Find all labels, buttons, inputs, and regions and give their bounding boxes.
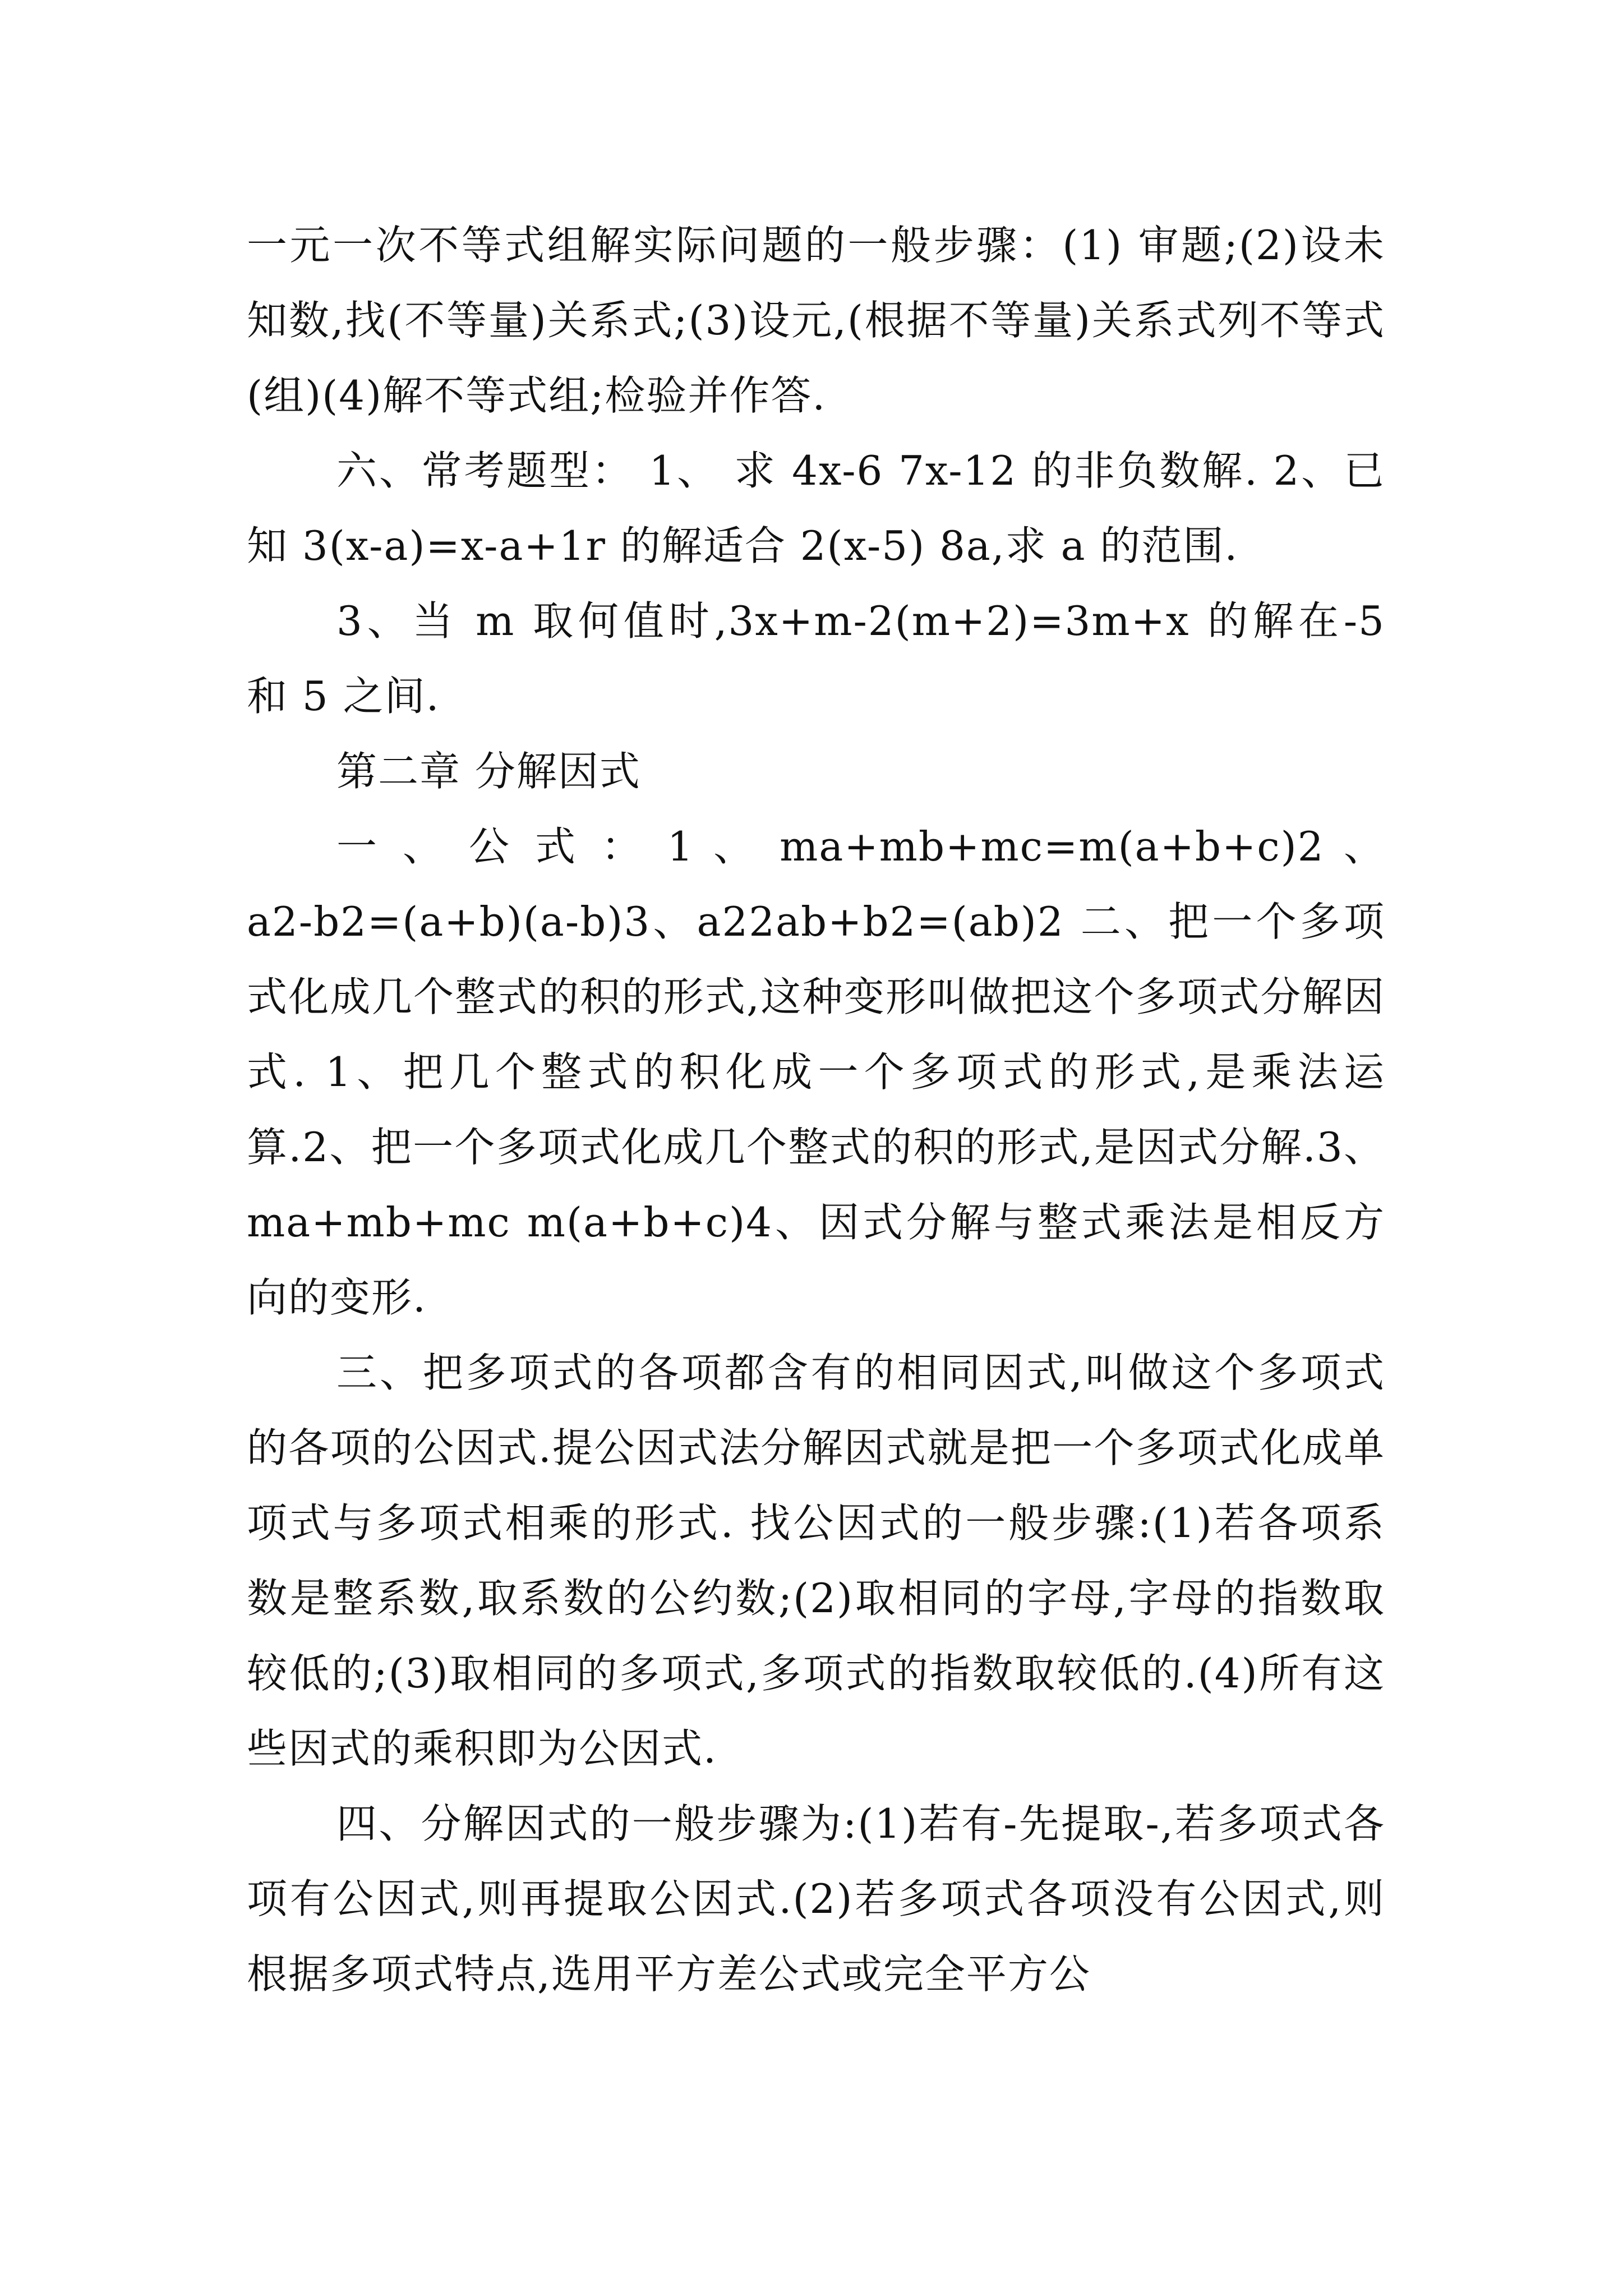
- chapter-2-title: 第二章 分解因式: [336, 748, 641, 795]
- paragraph-factoring-steps: 四、分解因式的一般步骤为:(1)若有-先提取-,若多项式各项有公因式,则再提取公因式.(2)若多项式各项没有公因式,则根据多项式特点,选用平方差公式或完全平方公: [247, 1800, 1385, 1998]
- paragraph-formulas: 一 、 公 式 ： 1 、 ma+mb+mc=m(a+b+c)2 、 a2-b2=(a+b)(a-b)3、a22ab+b2=(ab)2 二、把一个多项式化成几个整式的积的形式,这种变形叫做把这个多项式分解因式. 1、把几个整式的积化成一个多项式的形式,是乘法运算.2、把一个多项式化成几个整式的积的形式,是因式分解.3、ma+mb+mc m(a+b+c)4、因式分解与整式乘法是相反方向的变形.: [247, 823, 1385, 1321]
- paragraph-common-question-types: 六、常考题型： 1、 求 4x-6 7x-12 的非负数解. 2、已知 3(x-a)=x-a+1r 的解适合 2(x-5) 8a,求 a 的范围.: [247, 447, 1385, 569]
- document-body: [247, 208, 1385, 2012]
- paragraph-steps-inequality-system: 一元一次不等式组解实际问题的一般步骤：(1) 审题;(2)设未知数,找(不等量)关系式;(3)设元,(根据不等量)关系式列不等式(组)(4)解不等式组;检验并作答.: [247, 222, 1385, 419]
- paragraph-question-3: 3、当 m 取何值时,3x+m-2(m+2)=3m+x 的解在-5 和 5 之间.: [247, 597, 1385, 720]
- paragraph-common-factor: 三、把多项式的各项都含有的相同因式,叫做这个多项式的各项的公因式.提公因式法分解因式就是把一个多项式化成单项式与多项式相乘的形式. 找公因式的一般步骤:(1)若各项系数是整系数,取系数的公约数;(2)取相同的字母,字母的指数取较低的;(3)取相同的多项式,多项式的指数取较低的.(4)所有这些因式的乘积即为公因式.: [247, 1349, 1385, 1772]
